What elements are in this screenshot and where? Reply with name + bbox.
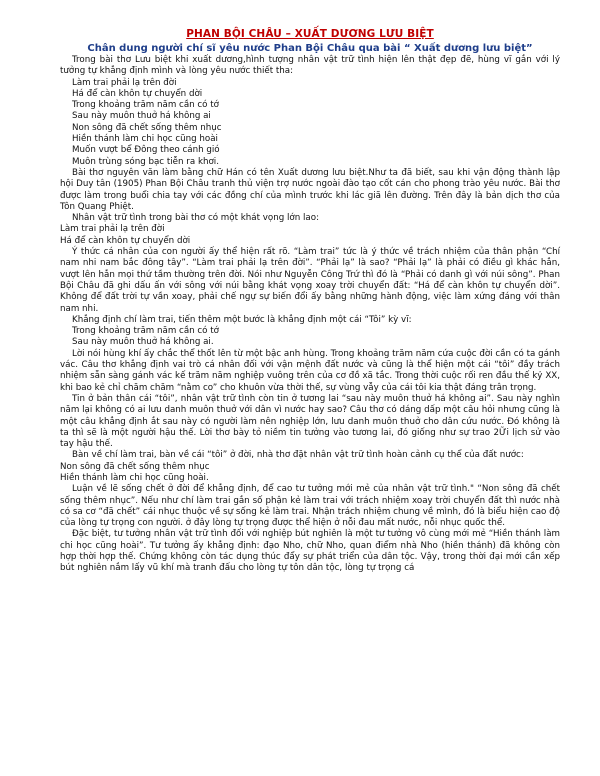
verse-line: Muôn trùng sóng bạc tiễn ra khơi. (72, 156, 219, 167)
verse-line: Non sông đã chết sống thêm nhục (72, 122, 222, 133)
paragraph: Tin ở bản thân cái “tôi”, nhân vật trữ tình còn tin ở tương lai “sau này muôn thuở há không ai”. Sau này nghìn năm lại không có ai lưu danh muôn thuở với dân vì nước hay sao? Câu thơ có dáng dấp một câu hỏi nhưng cũng là một câu khẳng định ắt sau này có người làm nên nghiệp lớn, lưu danh muôn thuở cho dân cứu nước. Đó không là ta thì sẽ là một người hậu thế. Lời thơ bày tỏ niềm tin tưởng vào tương lai, đó giống như sự trao 2Ữi lịch sử vào tay hậu thế. (60, 393, 560, 450)
verse-line: Hiền thánh làm chi học cũng hoài (72, 134, 218, 145)
verse-line: Muốn vượt bể Đông theo cánh gió (72, 145, 220, 156)
verse-line: Há để càn khôn tự chuyển dời (72, 88, 203, 99)
paragraph: Trong bài thơ Lưu biệt khi xuất dương,hình tượng nhân vật trữ tình hiện lên thật đẹp đẽ, hùng vĩ gắn với lý tưởng tự khẳng định mình và lòng yêu nước thiết tha: (60, 55, 560, 77)
paragraph: Đặc biệt, tư tưởng nhân vật trữ tình đối với nghiệp bút nghiên là một tư tưởng vô cùng mới mẻ “Hiền thánh làm chi học cũng hoài”. Tư tưởng ấy khẳng định: đạo Nho, chữ Nho, quan điểm nhà Nho (hiền thánh) đã không còn hợp thời hợp thế. Chứng không còn tác dụng thúc đẩy sự phát triển của dân tộc. Vậy, trong thời đại mới cần xếp bút nghiên nắm lấy vũ khí mà tranh đấu cho lòng tự tôn dân tộc, lòng tự trọng cá (60, 529, 560, 574)
paragraph: Luận về lẽ sống chết ở đời để khẳng định, để cao tư tưởng mới mẻ của nhân vật trữ tình." “Non sông đã chết sống thêm nhục”. Nếu như chí làm trai gắn số phận kẻ làm trai với trách nhiệm xoay trời chuyển đất thì nước nhà có sa cơ “đã chết” cái nhục thuộc về sự sống kẻ làm trai. Nhận trách nhiệm chung về mình, đó là biểu hiện cao độ của lòng tự trọng con người. ở đây lòng tự trọng được thể hiện ở nỗi đau mất nước, nỗi nhục quốc thể. (60, 484, 560, 529)
verse-line: Sau này muôn thuở há không ai. (72, 337, 214, 348)
paragraph: Ý thức cá nhân của con người ấy thể hiện rất rõ. “Làm trai” tức là ý thức về trách nhiệm của thân phận “Chí nam nhi nam bắc đông tây”. “Làm trai phải lạ trên đời”. “Phải lạ” là sao? “Phải lạ” là phải có điều gì khác hẳn, vượt lên hẳn mọi thứ tầm thường trên đời. Nói như Nguyễn Công Trứ thì đó là “Phải có danh gì với núi sông”. Phan Bội Châu đã ghi dấu ấn với sông với núi bằng khát vọng xoay trời chuyển đất: “Há để càn khôn tự chuyển dời”. Không để đất trời tự vần xoay, phải chế ngự sự biến đổi ấy bằng những hành động, việc làm xứng đáng với thân nam nhi. (60, 247, 560, 314)
paragraph: Bài thơ nguyên văn làm bằng chữ Hán có tên Xuất dương lưu biệt.Như ta đã biết, sau khi vận động thành lập hội Duy tân (1905) Phan Bội Châu tranh thủ viện trợ nước ngoài đào tạo cốt cán cho phong trào yêu nước. Bài thơ được làm trong buổi chia tay với các đồng chí của mình trước khi lác giã lên đường. Trên đây là bản dịch thơ của Tôn Quang Phiệt. (60, 167, 560, 212)
verse-line: Há để càn khôn tự chuyển dời (60, 235, 191, 246)
verse-line: Hiền thánh làm chi học cũng hoài. (60, 472, 209, 483)
paragraph: Lời nói hùng khí ấy chắc thể thốt lên từ một bậc anh hùng. Trong khoảng trăm năm cứa cuộc đời cần có ta gánh vác. Câu thơ khẳng định vai trò cá nhân đối với vận mệnh đất nước và cũng là thể hiện một cái “tôi” đầy trách nhiệm sẵn sàng gánh vác kế trăm năm nghiệp vuông trên của cơ đồ xã tắc. Trong thời cuộc rối ren đầu thế kỷ XX, khi bao kẻ chỉ chăm chăm “nằm co” cho khuôn vừa thời thế, sự vùng vẫy của cái tôi kia thật đáng trân trọng. (60, 348, 560, 393)
verse-line: Non sông đã chết sống thêm nhục (60, 461, 210, 472)
document-title: PHAN BỘI CHÂU – XUẤT DƯƠNG LƯU BIỆT (186, 28, 434, 40)
paragraph: Nhân vật trữ tình trong bài thơ có một khát vọng lớn lao: (72, 213, 319, 224)
verse-line: Sau này muôn thuở há không ai (72, 111, 211, 122)
verse-line: Trong khoảng trăm năm cần có tớ (72, 326, 219, 337)
paragraph: Khẳng định chí làm trai, tiến thêm một bước là khẳng định một cái “Tôi” kỳ vĩ: (72, 314, 412, 325)
document-body (60, 55, 560, 575)
document-subtitle: Chân dung người chí sĩ yêu nước Phan Bội Châu qua bài “ Xuất dương lưu biệt” (87, 43, 533, 54)
paragraph: Bàn về chí làm trai, bàn về cái “tôi” ở đời, nhà thơ đặt nhân vật trữ tình hoàn cảnh cụ thể của đất nước: (72, 450, 524, 461)
document-page (60, 28, 560, 575)
verse-line: Làm trai phải lạ trên đời (72, 77, 177, 88)
verse-line: Làm trai phải lạ trên đời (60, 224, 165, 235)
verse-line: Trong khoảng trăm năm cần có tớ (72, 100, 219, 111)
